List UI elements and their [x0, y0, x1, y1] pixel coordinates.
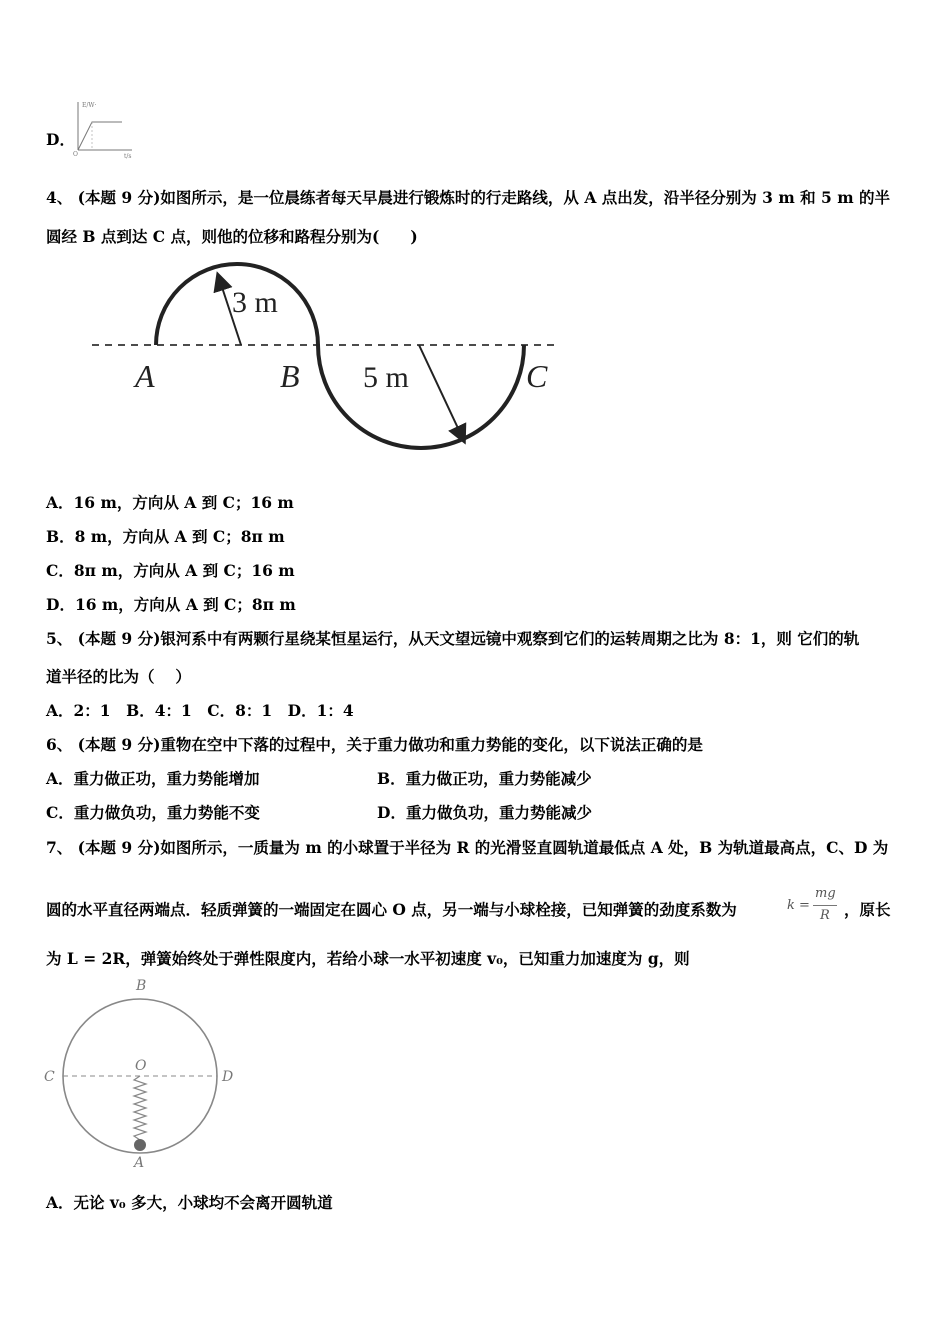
- q3-graph-origin: O: [73, 151, 78, 158]
- q7-formula-k: k =: [787, 898, 810, 913]
- q7-stem-line2b: ，原长: [844, 900, 891, 919]
- q7-fraction-bar: [813, 905, 837, 906]
- q3-graph-xlabel: t/s: [124, 153, 132, 160]
- q5-stem-line1: 5、 (本题 9 分)银河系中有两颗行星绕某恒星运行，从天文望远镜中观察到它们的运转周期之比为 8：1，则 它们的轨: [46, 629, 860, 648]
- q6-stem: 6、 (本题 9 分)重物在空中下落的过程中，关于重力做功和重力势能的变化，以下说法正确的是: [46, 735, 703, 754]
- q4-option-c: C．8π m，方向从 A 到 C；16 m: [46, 561, 295, 580]
- q6-option-d: D．重力做负功，重力势能减少: [377, 803, 592, 822]
- q7-spring: [134, 1076, 146, 1140]
- q7-label-b: B: [136, 978, 147, 994]
- q3-graph-ylabel: E/W·: [82, 102, 97, 109]
- q7-stem-line2a: 圆的水平直径两端点．轻质弹簧的一端固定在圆心 O 点，另一端与小球栓接，已知弹簧的劲度系数为: [46, 900, 737, 919]
- q4-stem-line1: 4、 (本题 9 分)如图所示，是一位晨练者每天早晨进行锻炼时的行走路线，从 A 点出发，沿半径分别为 3 m 和 5 m 的半: [46, 188, 890, 207]
- q4-label-5m: 5 m: [363, 361, 409, 394]
- q7-label-d: D: [222, 1069, 234, 1085]
- q7-formula-den: R: [820, 908, 830, 923]
- q7-stem-line1: 7、 (本题 9 分)如图所示，一质量为 m 的小球置于半径为 R 的光滑竖直圆轨道最低点 A 处，B 为轨道最高点，C、D 为: [46, 838, 889, 857]
- q3-option-d-graph: [70, 98, 140, 160]
- q4-path-figure: [80, 255, 570, 465]
- q3-option-d-label: D．: [46, 130, 75, 149]
- q7-ball: [134, 1139, 146, 1151]
- q7-option-a: A．无论 v₀ 多大，小球均不会离开圆轨道: [46, 1193, 333, 1212]
- q7-label-c: C: [44, 1069, 55, 1085]
- q6-option-c: C．重力做负功，重力势能不变: [46, 803, 260, 822]
- q7-formula-num: mg: [815, 886, 836, 901]
- q4-label-b: B: [280, 358, 300, 394]
- q5-stem-line2: 道半径的比为（ ）: [46, 667, 191, 686]
- q4-option-d: D．16 m，方向从 A 到 C；8π m: [46, 595, 296, 614]
- q7-circle-figure: [40, 972, 250, 1172]
- q4-radius-arrow-5m: [419, 345, 464, 441]
- q6-option-b: B．重力做正功，重力势能减少: [377, 769, 592, 788]
- q7-label-o: O: [135, 1058, 147, 1074]
- q4-label-a: A: [135, 358, 155, 394]
- q4-large-semicircle: [318, 345, 524, 448]
- q5-options: A．2：1 B．4：1 C．8：1 D．1：4: [46, 701, 354, 720]
- q4-stem-line2: 圆经 B 点到达 C 点，则他的位移和路程分别为( ): [46, 227, 418, 246]
- q4-option-a: A．16 m，方向从 A 到 C；16 m: [46, 493, 294, 512]
- q7-label-a: A: [134, 1155, 145, 1171]
- q6-option-a: A．重力做正功，重力势能增加: [46, 769, 260, 788]
- q7-stem-line3: 为 L = 2R，弹簧始终处于弹性限度内，若给小球一水平初速度 v₀，已知重力加速度为 g，则: [46, 949, 690, 968]
- q4-option-b: B．8 m，方向从 A 到 C；8π m: [46, 527, 285, 546]
- q4-label-3m: 3 m: [232, 286, 278, 319]
- q4-label-c: C: [526, 358, 548, 394]
